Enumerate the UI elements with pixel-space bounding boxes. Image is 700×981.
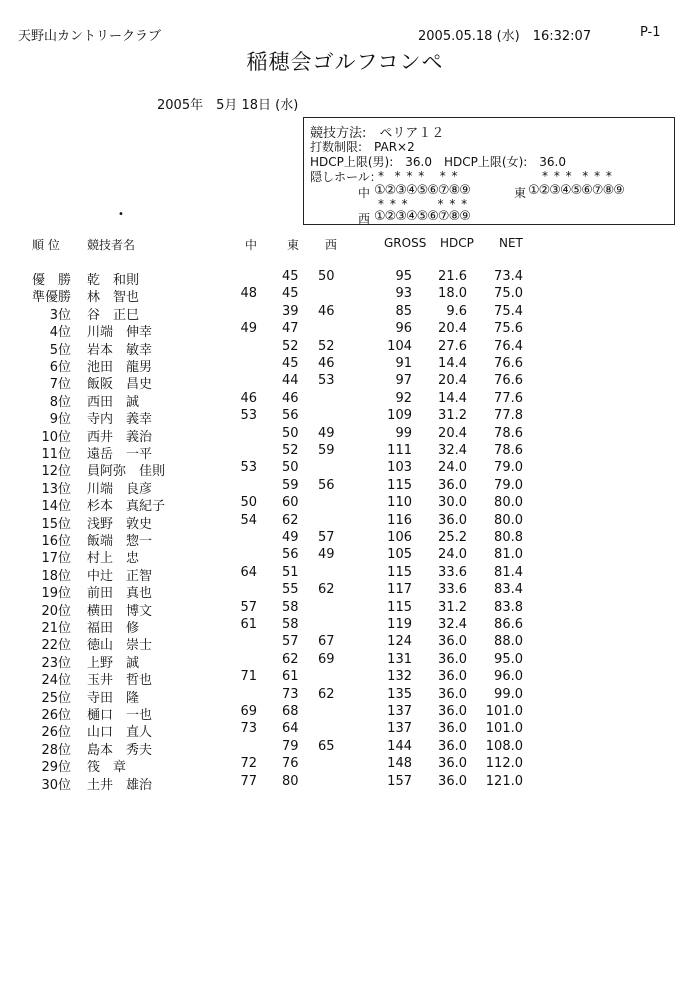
gross-cell: 137: [387, 704, 412, 719]
table-row: [0, 339, 700, 357]
higashi-score-cell: 58: [282, 599, 299, 615]
gross-cell: 110: [387, 495, 412, 511]
club-name: 天野山カントリークラブ: [18, 29, 162, 44]
hdcp-cell: 14.4: [438, 390, 467, 406]
gross-cell: 85: [395, 303, 412, 319]
naka-score-cell: 61: [240, 617, 257, 632]
higashi-score-cell: 44: [282, 373, 299, 389]
higashi-score-cell: 79: [282, 738, 299, 754]
stray-mark: •: [118, 209, 124, 220]
hdcp-cell: 32.4: [438, 617, 467, 632]
table-row: [0, 547, 700, 565]
table-row: [0, 373, 700, 391]
rank-cell: 11位: [41, 447, 71, 462]
naka-score-cell: 73: [240, 721, 257, 737]
rank-cell: 26位: [41, 725, 71, 741]
higashi-score-cell: 59: [282, 477, 299, 493]
hdcp-cell: 24.0: [438, 460, 467, 476]
hdcp-cell: 36.0: [438, 704, 467, 719]
gross-cell: 115: [387, 564, 412, 580]
higashi-score-cell: 73: [282, 686, 299, 702]
higashi-score-cell: 52: [282, 338, 299, 354]
table-row: [0, 269, 700, 287]
higashi-score-cell: 51: [282, 564, 299, 580]
higashi-score-cell: 45: [282, 286, 299, 302]
net-cell: 78.6: [494, 443, 523, 458]
nishi-score-cell: 57: [318, 530, 335, 545]
nishi-score-cell: 69: [318, 651, 335, 667]
net-cell: 79.0: [494, 477, 523, 493]
gross-cell: 97: [395, 373, 412, 389]
rank-cell: 12位: [41, 464, 71, 480]
gross-cell: 104: [387, 338, 412, 354]
hdcp-cell: 36.0: [438, 756, 467, 772]
nishi-score-cell: 46: [318, 303, 335, 319]
table-row: [0, 478, 700, 496]
table-row: [0, 565, 700, 583]
net-cell: 86.6: [494, 617, 523, 632]
hdcp-cell: 25.2: [438, 530, 467, 545]
player-name-cell: 樋口 一也: [87, 708, 153, 723]
rank-cell: 10位: [41, 429, 71, 445]
higashi-score-cell: 45: [282, 356, 299, 371]
net-cell: 79.0: [494, 460, 523, 476]
rank-cell: 16位: [41, 534, 71, 549]
higashi-score-cell: 64: [282, 721, 299, 737]
net-cell: 96.0: [494, 669, 523, 685]
table-row: [0, 721, 700, 739]
higashi-score-cell: 68: [282, 704, 299, 719]
player-name-cell: 山口 直人: [87, 725, 153, 741]
naka-score-cell: 53: [240, 460, 257, 476]
gross-cell: 132: [387, 669, 412, 685]
player-name-cell: 岩本 敏幸: [87, 342, 153, 358]
hdcp-limits: HDCP上限(男): 36.0 HDCP上限(女): 36.0: [310, 155, 567, 169]
rank-cell: 21位: [41, 621, 71, 636]
rank-cell: 6位: [49, 360, 71, 375]
rank-cell: 13位: [41, 481, 71, 497]
naka-score-cell: 64: [240, 564, 257, 580]
gross-cell: 157: [387, 773, 412, 789]
rank-cell: 優 勝: [31, 273, 71, 288]
hdcp-cell: 33.6: [438, 582, 467, 598]
rank-cell: 30位: [41, 777, 71, 793]
rank-cell: 3位: [49, 307, 71, 323]
gross-cell: 115: [387, 599, 412, 615]
rank-cell: 5位: [49, 342, 71, 358]
nishi-score-cell: 59: [318, 443, 335, 458]
table-row: [0, 304, 700, 322]
hdcp-cell: 33.6: [438, 564, 467, 580]
naka-score-cell: 71: [240, 669, 257, 685]
player-name-cell: 福田 修: [87, 621, 140, 636]
table-row: [0, 600, 700, 618]
table-row: [0, 495, 700, 513]
nishi-score-cell: 49: [318, 425, 335, 441]
gross-cell: 116: [387, 512, 412, 528]
hdcp-cell: 36.0: [438, 477, 467, 493]
higashi-score-cell: 56: [282, 547, 299, 563]
naka-score-cell: 54: [240, 512, 257, 528]
net-cell: 81.4: [494, 564, 523, 580]
hdcp-cell: 14.4: [438, 356, 467, 371]
hdcp-cell: 36.0: [438, 669, 467, 685]
player-name-cell: 川端 良彦: [87, 481, 153, 497]
gross-cell: 103: [387, 460, 412, 476]
hole-numbers-nishi: ①②③④⑤⑥⑦⑧⑨: [374, 209, 470, 224]
table-row: [0, 669, 700, 687]
gross-cell: 119: [387, 617, 412, 632]
hdcp-cell: 27.6: [438, 338, 467, 354]
player-name-cell: 上野 誠: [87, 655, 140, 671]
col-header-gross: GROSS: [384, 236, 427, 250]
nishi-score-cell: 50: [318, 269, 335, 284]
hdcp-cell: 30.0: [438, 495, 467, 511]
table-row: [0, 356, 700, 374]
table-row: [0, 286, 700, 304]
gross-cell: 115: [387, 477, 412, 493]
higashi-score-cell: 56: [282, 408, 299, 424]
net-cell: 80.0: [494, 512, 523, 528]
naka-score-cell: 50: [240, 495, 257, 511]
col-header-higashi: 東: [287, 238, 300, 252]
player-name-cell: 林 智也: [87, 290, 140, 306]
table-row: [0, 739, 700, 757]
net-cell: 80.0: [494, 495, 523, 511]
hole-numbers-naka: ①②③④⑤⑥⑦⑧⑨: [374, 183, 470, 198]
table-row: [0, 652, 700, 670]
net-cell: 83.4: [494, 582, 523, 598]
naka-score-cell: 77: [240, 773, 257, 789]
net-cell: 80.8: [494, 530, 523, 545]
col-header-rank: 順 位: [32, 238, 60, 252]
table-row: [0, 460, 700, 478]
rank-cell: 15位: [41, 516, 71, 532]
table-row: [0, 426, 700, 444]
net-cell: 75.4: [494, 303, 523, 319]
player-name-cell: 島本 秀夫: [87, 742, 153, 758]
nishi-score-cell: 67: [318, 634, 335, 650]
hidden-stars-higashi: * * * * * *: [542, 169, 613, 183]
net-cell: 99.0: [494, 686, 523, 702]
net-cell: 76.4: [494, 338, 523, 354]
hdcp-cell: 36.0: [438, 651, 467, 667]
net-cell: 76.6: [494, 356, 523, 371]
table-row: [0, 530, 700, 548]
stroke-limit: 打数制限: PAR×2: [310, 140, 415, 154]
table-row: [0, 756, 700, 774]
higashi-score-cell: 80: [282, 773, 299, 789]
higashi-score-cell: 45: [282, 269, 299, 284]
player-name-cell: 飯阪 昌史: [87, 377, 153, 393]
player-name-cell: 横田 博文: [87, 603, 153, 619]
player-name-cell: 寺田 隆: [87, 690, 140, 706]
table-row: [0, 582, 700, 600]
player-name-cell: 村上 忠: [87, 551, 140, 567]
hdcp-cell: 36.0: [438, 721, 467, 737]
higashi-score-cell: 47: [282, 321, 299, 337]
nishi-score-cell: 56: [318, 477, 335, 493]
net-cell: 73.4: [494, 269, 523, 284]
player-name-cell: 杉本 真紀子: [87, 499, 166, 515]
higashi-score-cell: 62: [282, 651, 299, 667]
player-name-cell: 土井 雄治: [87, 777, 153, 793]
net-cell: 77.6: [494, 390, 523, 406]
course-label-higashi: 東: [514, 186, 527, 200]
rank-cell: 28位: [41, 742, 71, 758]
rank-cell: 23位: [41, 655, 71, 671]
course-label-nishi: 西: [358, 212, 371, 226]
table-row: [0, 617, 700, 635]
naka-score-cell: 49: [240, 321, 257, 337]
table-row: [0, 391, 700, 409]
higashi-score-cell: 50: [282, 425, 299, 441]
hidden-stars-naka: * * * * * *: [378, 169, 459, 183]
net-cell: 108.0: [485, 738, 523, 754]
gross-cell: 131: [387, 651, 412, 667]
hdcp-cell: 21.6: [438, 269, 467, 284]
hole-numbers-higashi: ①②③④⑤⑥⑦⑧⑨: [528, 183, 624, 198]
net-cell: 75.0: [494, 286, 523, 302]
col-header-hdcp: HDCP: [440, 236, 474, 250]
col-header-nishi: 西: [325, 238, 338, 252]
rank-cell: 準優勝: [31, 290, 71, 306]
hdcp-cell: 18.0: [438, 286, 467, 302]
table-row: [0, 443, 700, 461]
hdcp-cell: 36.0: [438, 686, 467, 702]
gross-cell: 117: [387, 582, 412, 598]
player-name-cell: 遠岳 一平: [87, 447, 153, 462]
nishi-score-cell: 62: [318, 582, 335, 598]
player-name-cell: 西田 誠: [87, 394, 140, 410]
table-row: [0, 321, 700, 339]
higashi-score-cell: 61: [282, 669, 299, 685]
rank-cell: 29位: [41, 760, 71, 776]
hdcp-cell: 36.0: [438, 634, 467, 650]
table-row: [0, 513, 700, 531]
net-cell: 83.8: [494, 599, 523, 615]
player-name-cell: 員阿弥 佳則: [87, 464, 166, 480]
table-row: [0, 774, 700, 792]
rules-box: [303, 117, 675, 225]
player-name-cell: 筏 章: [87, 760, 127, 776]
hdcp-cell: 36.0: [438, 738, 467, 754]
player-name-cell: 池田 龍男: [87, 360, 153, 375]
higashi-score-cell: 60: [282, 495, 299, 511]
nishi-score-cell: 65: [318, 738, 335, 754]
rank-cell: 7位: [49, 377, 71, 393]
rank-cell: 24位: [41, 673, 71, 689]
hidden-stars-nishi: * * * * * *: [378, 197, 469, 211]
hdcp-cell: 20.4: [438, 373, 467, 389]
naka-score-cell: 72: [240, 756, 257, 772]
gross-cell: 124: [387, 634, 412, 650]
naka-score-cell: 53: [240, 408, 257, 424]
gross-cell: 109: [387, 408, 412, 424]
player-name-cell: 谷 正巳: [87, 307, 140, 323]
table-row: [0, 408, 700, 426]
rank-cell: 9位: [49, 412, 71, 428]
table-row: [0, 634, 700, 652]
rank-cell: 19位: [41, 586, 71, 602]
nishi-score-cell: 46: [318, 356, 335, 371]
higashi-score-cell: 58: [282, 617, 299, 632]
nishi-score-cell: 49: [318, 547, 335, 563]
rank-cell: 20位: [41, 603, 71, 619]
gross-cell: 95: [395, 269, 412, 284]
higashi-score-cell: 62: [282, 512, 299, 528]
player-name-cell: 乾 和則: [87, 273, 140, 288]
gross-cell: 111: [387, 443, 412, 458]
player-name-cell: 西井 義治: [87, 429, 153, 445]
course-label-naka: 中: [358, 186, 371, 200]
higashi-score-cell: 39: [282, 303, 299, 319]
rank-cell: 25位: [41, 690, 71, 706]
gross-cell: 93: [395, 286, 412, 302]
higashi-score-cell: 49: [282, 530, 299, 545]
hdcp-cell: 36.0: [438, 512, 467, 528]
player-name-cell: 玉井 哲也: [87, 673, 153, 689]
event-date: 2005年 5月 18日 (水): [157, 98, 299, 113]
hdcp-cell: 20.4: [438, 321, 467, 337]
print-datetime: 2005.05.18 (水) 16:32:07: [418, 29, 592, 44]
net-cell: 121.0: [485, 773, 523, 789]
higashi-score-cell: 50: [282, 460, 299, 476]
hdcp-cell: 24.0: [438, 547, 467, 563]
player-name-cell: 浅野 敦史: [87, 516, 153, 532]
rank-cell: 8位: [49, 394, 71, 410]
nishi-score-cell: 52: [318, 338, 335, 354]
higashi-score-cell: 52: [282, 443, 299, 458]
gross-cell: 105: [387, 547, 412, 563]
net-cell: 112.0: [485, 756, 523, 772]
gross-cell: 135: [387, 686, 412, 702]
net-cell: 95.0: [494, 651, 523, 667]
hdcp-cell: 31.2: [438, 408, 467, 424]
rank-cell: 4位: [49, 325, 71, 341]
rank-cell: 26位: [41, 708, 71, 723]
rank-cell: 17位: [41, 551, 71, 567]
table-row: [0, 704, 700, 722]
higashi-score-cell: 46: [282, 390, 299, 406]
player-name-cell: 徳山 崇士: [87, 638, 153, 654]
gross-cell: 148: [387, 756, 412, 772]
player-name-cell: 飯端 惣一: [87, 534, 153, 549]
net-cell: 77.8: [494, 408, 523, 424]
net-cell: 101.0: [485, 721, 523, 737]
naka-score-cell: 48: [240, 286, 257, 302]
net-cell: 75.6: [494, 321, 523, 337]
gross-cell: 92: [395, 390, 412, 406]
higashi-score-cell: 55: [282, 582, 299, 598]
rank-cell: 18位: [41, 568, 71, 584]
col-header-net: NET: [499, 236, 523, 250]
hdcp-cell: 9.6: [446, 303, 467, 319]
gross-cell: 106: [387, 530, 412, 545]
hdcp-cell: 36.0: [438, 773, 467, 789]
col-header-naka: 中: [245, 238, 258, 252]
rank-cell: 14位: [41, 499, 71, 515]
table-row: [0, 687, 700, 705]
gross-cell: 99: [395, 425, 412, 441]
naka-score-cell: 69: [240, 704, 257, 719]
net-cell: 78.6: [494, 425, 523, 441]
page-title: 稲穂会ゴルフコンペ: [246, 50, 444, 74]
gross-cell: 144: [387, 738, 412, 754]
player-name-cell: 中辻 正智: [87, 568, 153, 584]
gross-cell: 137: [387, 721, 412, 737]
net-cell: 76.6: [494, 373, 523, 389]
net-cell: 81.0: [494, 547, 523, 563]
net-cell: 88.0: [494, 634, 523, 650]
player-name-cell: 川端 伸幸: [87, 325, 153, 341]
competition-method: 競技方法: ペリア１２: [310, 126, 445, 141]
hdcp-cell: 32.4: [438, 443, 467, 458]
nishi-score-cell: 62: [318, 686, 335, 702]
page-number: P-1: [640, 25, 661, 40]
hidden-holes-label: 隠しホール：: [310, 170, 382, 184]
hdcp-cell: 20.4: [438, 425, 467, 441]
higashi-score-cell: 76: [282, 756, 299, 772]
rank-cell: 22位: [41, 638, 71, 654]
gross-cell: 91: [395, 356, 412, 371]
player-name-cell: 前田 真也: [87, 586, 153, 602]
player-name-cell: 寺内 義幸: [87, 412, 153, 428]
col-header-name: 競技者名: [87, 238, 136, 252]
naka-score-cell: 57: [240, 599, 257, 615]
gross-cell: 96: [395, 321, 412, 337]
naka-score-cell: 46: [240, 390, 257, 406]
hdcp-cell: 31.2: [438, 599, 467, 615]
nishi-score-cell: 53: [318, 373, 335, 389]
net-cell: 101.0: [485, 704, 523, 719]
higashi-score-cell: 57: [282, 634, 299, 650]
